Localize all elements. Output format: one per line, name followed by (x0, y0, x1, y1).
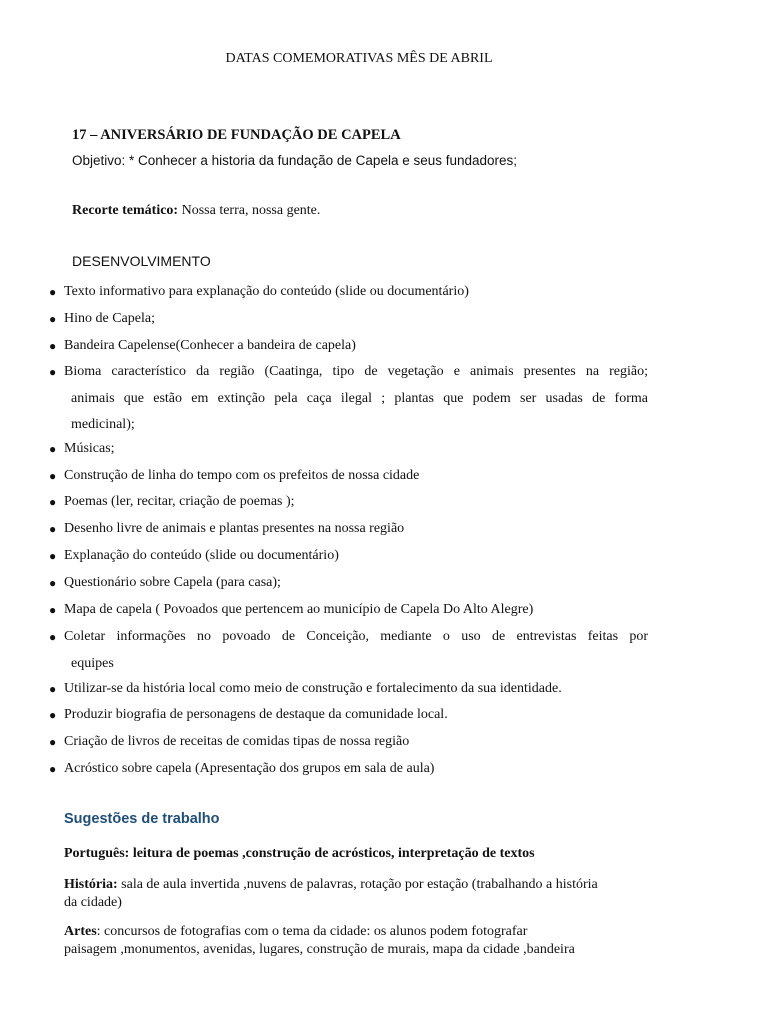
bullet-icon: ● (49, 365, 57, 379)
list-item-text: Questionário sobre Capela (para casa); (64, 575, 281, 590)
bullet-icon: ● (49, 735, 57, 749)
document-title: DATAS COMEMORATIVAS MÊS DE ABRIL (225, 51, 493, 66)
list-item (49, 516, 648, 543)
list-item (49, 676, 648, 703)
list-item-text: Bioma característico da região (Caatinga, tipo de vegetação e animais presentes na região; (64, 364, 648, 379)
objective-text: Objetivo: * Conhecer a historia da fundação de Capela e seus fundadores; (72, 153, 518, 168)
artes-line2: paisagem ,monumentos, avenidas, lugares, construção de murais, mapa da cidade ,bandeira (64, 942, 575, 957)
bullet-icon: ● (49, 469, 57, 483)
list-item-text: Mapa de capela ( Povoados que pertencem ao município de Capela Do Alto Alegre) (64, 602, 534, 617)
historia-paragraph (64, 876, 664, 912)
list-item-text: Criação de livros de receitas de comidas tipas de nossa região (64, 734, 410, 749)
list-item (49, 570, 648, 597)
list-item (49, 463, 648, 490)
bullet-icon: ● (49, 682, 57, 696)
historia-label: História: (64, 877, 118, 892)
bullet-icon: ● (49, 708, 57, 722)
list-item-text: Explanação do conteúdo (slide ou documentário) (64, 548, 339, 563)
bullet-icon: ● (49, 285, 57, 299)
list-item-continuation: animais que estão em extinção pela caça ilegal ; plantas que podem ser usadas de forma (71, 390, 648, 406)
list-item-text: Texto informativo para explanação do conteúdo (slide ou documentário) (64, 284, 469, 299)
list-item-text: Poemas (ler, recitar, criação de poemas ); (64, 494, 295, 509)
artes-paragraph (64, 923, 664, 959)
list-item-text: Coletar informações no povoado de Conceição, mediante o uso de entrevistas feitas por (64, 629, 648, 644)
list-item (49, 756, 648, 783)
portugues-paragraph: Português: leitura de poemas ,construção de acrósticos, interpretação de textos (64, 846, 535, 861)
list-item-text: Construção de linha do tempo com os prefeitos de nossa cidade (64, 468, 420, 483)
bullet-icon: ● (49, 495, 57, 509)
historia-line2: da cidade) (64, 895, 122, 910)
list-item (49, 436, 648, 463)
list-item-text: Acróstico sobre capela (Apresentação dos grupos em sala de aula) (64, 761, 435, 776)
artes-label: Artes (64, 924, 97, 939)
list-item-text: Hino de Capela; (64, 311, 155, 326)
section-heading: 17 – ANIVERSÁRIO DE FUNDAÇÃO DE CAPELA (72, 127, 401, 143)
list-item (49, 306, 648, 333)
artes-line1: : concursos de fotografias com o tema da cidade: os alunos podem fotografar (96, 924, 528, 939)
recorte-text: Nossa terra, nossa gente. (178, 203, 321, 218)
list-item (49, 543, 648, 570)
list-item-continuation: equipes (71, 655, 114, 671)
bullet-icon: ● (49, 442, 57, 456)
list-item (49, 333, 648, 360)
bullet-icon: ● (49, 630, 57, 644)
suggestions-heading: Sugestões de trabalho (64, 811, 220, 827)
bullet-icon: ● (49, 576, 57, 590)
list-item (49, 597, 648, 624)
bullet-icon: ● (49, 339, 57, 353)
development-heading: DESENVOLVIMENTO (72, 253, 211, 269)
list-item (49, 624, 648, 677)
recorte-label: Recorte temático: (72, 203, 179, 218)
bullet-icon: ● (49, 549, 57, 563)
recorte-tematico (72, 203, 320, 219)
bullet-icon: ● (49, 762, 57, 776)
list-item (49, 729, 648, 756)
historia-line1: sala de aula invertida ,nuvens de palavras, rotação por estação (trabalhando a história (117, 877, 598, 892)
list-item-continuation: medicinal); (71, 417, 135, 432)
bullet-icon: ● (49, 522, 57, 536)
list-item-text: Músicas; (64, 441, 115, 456)
list-item-text: Desenho livre de animais e plantas presentes na nossa região (64, 521, 405, 536)
list-item (49, 489, 648, 516)
list-item (49, 359, 648, 439)
bullet-icon: ● (49, 312, 57, 326)
list-item-text: Bandeira Capelense(Conhecer a bandeira de capela) (64, 338, 356, 353)
list-item (49, 702, 648, 729)
list-item (49, 279, 648, 306)
list-item-text: Utilizar-se da história local como meio de construção e fortalecimento da sua identidade. (64, 681, 562, 696)
list-item-text: Produzir biografia de personagens de destaque da comunidade local. (64, 707, 448, 722)
bullet-icon: ● (49, 603, 57, 617)
